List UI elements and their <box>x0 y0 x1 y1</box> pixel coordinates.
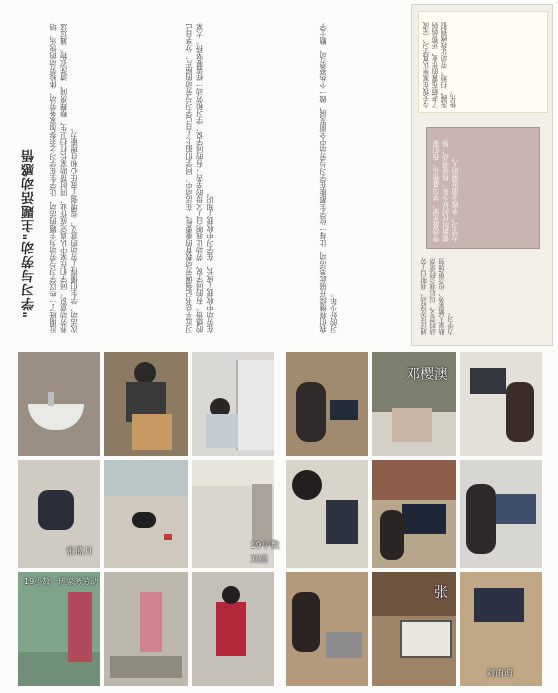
photo-caption: 张 <box>434 585 448 601</box>
photo <box>286 572 368 686</box>
photo-caption: 19小数一班家务劳动 <box>24 577 99 586</box>
photo-caption: 邓樱澳 <box>406 367 448 383</box>
photo <box>460 352 542 456</box>
article-column: 我们将继续开展此类活动，让每一位学生都能在学习与劳动中全面发展，做一个热爱劳动、勤于学习的好少年。 <box>318 23 338 333</box>
journal-page <box>411 4 553 346</box>
article-column: 习近平总书记强调劳动教育的重要性。在活动中，同学们拍下了自己学习与劳动的照片，分享自己的感悟。有的同学说，劳动让我明白了父母的辛苦；有的同学说，学习和劳动一样需要坚持。大家在劳动中收获了成长，在学习中收获了知识。 <box>184 23 215 333</box>
photo <box>372 460 456 568</box>
journal-bottom-text: 通过这次活动，我明白了劳动的意义。以后我会经常帮助家人做家务，也会更加努力学习。 <box>420 258 455 335</box>
photo <box>286 460 368 568</box>
journal-note <box>418 11 548 113</box>
housework-photo-grid <box>18 352 280 686</box>
photo <box>104 352 188 456</box>
photo-caption: 刘晨 <box>250 555 269 565</box>
photo <box>460 460 542 568</box>
photo <box>192 352 274 456</box>
photo <box>286 352 368 456</box>
photo <box>18 572 100 686</box>
photo <box>104 572 188 686</box>
photo <box>460 572 542 686</box>
photo-caption: 张蓝月 <box>66 547 94 557</box>
journal-card <box>426 127 540 249</box>
journal-card-text: 劳动最光荣，学习最快乐。我们要做新时代的好少年，热爱劳动，努力学习，争做全面发展的人。 <box>433 140 460 242</box>
article-title: "学习与劳动"主题活动感悟 <box>22 148 37 318</box>
study-photo-grid <box>286 352 542 686</box>
photo <box>372 572 456 686</box>
article-block <box>12 8 407 338</box>
article-column: 近期班了一些以学习与劳动为主题的活动，让学生在学习之余参加家务劳动，体验劳动的快乐，培养劳动意识。同学们在家中认真完成作业，同时帮助家长打扫卫生、整理房间、清洗衣物。通过这次活动，学生们懂得了劳动的意义，也增强了责任心和自理能力。 <box>48 23 79 333</box>
journal-note-text: 今天我在家里认真学习，完成了老师布置的作业，还帮妈妈洗碗、扫地。劳动让我感到很快乐。 <box>423 22 458 108</box>
photo <box>104 460 188 568</box>
photo <box>192 460 280 568</box>
journal-bottom <box>418 257 546 337</box>
photo <box>18 460 100 568</box>
photo <box>18 352 100 456</box>
photo-caption: 刘雨萌 <box>486 669 514 679</box>
photo <box>192 572 274 686</box>
photo <box>372 352 456 456</box>
photo-caption: 19小数 <box>250 541 280 551</box>
